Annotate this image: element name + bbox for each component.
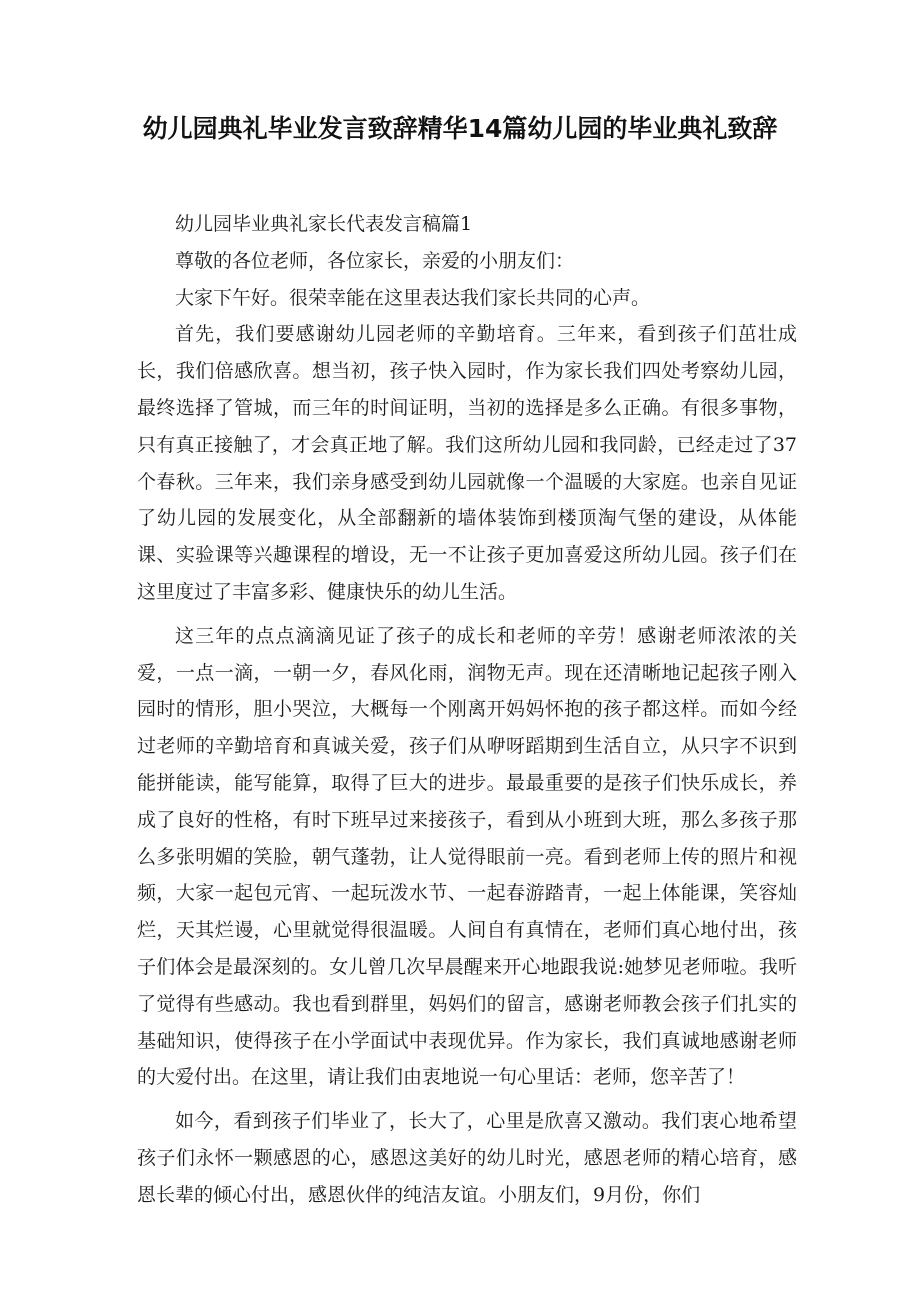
document-title: 幼儿园典礼毕业发言致辞精华14篇幼儿园的毕业典礼致辞 [142,114,778,143]
salutation-paragraph: 尊敬的各位老师，各位家长，亲爱的小朋友们： [175,249,575,272]
body-paragraph: 首先，我们要感谢幼儿园老师的辛勤培育。三年来，看到孩子们茁壮成长，我们倍感欣喜。想当初，孩子快入园时，作为家长我们四处考察幼儿园，最终选择了管城，而三年的时间证明，当初的选择是多么正确。有很多事物，只有真正接触了，才会真正地了解。我们这所幼儿园和我同龄，已经走过了37个春秋。三年来，我们亲身感受到幼儿园就像一个温暖的大家庭。也亲自见证了幼儿园的发展变化，从全部翻新的墙体装饰到楼顶淘气堡的建设，从体能课、实验课等兴趣课程的增设，无一不让孩子更加喜爱这所幼儿园。孩子们在这里度过了丰富多彩、健康快乐的幼儿生活。 [137,323,797,603]
section-subheading: 幼儿园毕业典礼家长代表发言稿篇1 [175,213,473,235]
greeting-paragraph: 大家下午好。很荣幸能在这里表达我们家长共同的心声。 [175,286,651,309]
document-body [137,206,797,1214]
body-paragraph: 如今，看到孩子们毕业了，长大了，心里是欣喜又激动。我们衷心地希望孩子们永怀一颗感恩的心，感恩这美好的幼儿时光，感恩老师的精心培育，感恩长辈的倾心付出，感恩伙伴的纯洁友谊。小朋友们，9月份，你们 [137,1110,797,1206]
body-paragraph: 这三年的点点滴滴见证了孩子的成长和老师的辛劳！感谢老师浓浓的关爱，一点一滴，一朝一夕，春风化雨，润物无声。现在还清晰地记起孩子刚入园时的情形，胆小哭泣，大概每一个刚离开妈妈怀抱的孩子都这样。而如今经过老师的辛勤培育和真诚关爱，孩子们从咿呀蹈期到生活自立，从只字不识到能拼能读，能写能算，取得了巨大的进步。最最重要的是孩子们快乐成长，养成了良好的性格，有时下班早过来接孩子，看到从小班到大班，那么多孩子那么多张明媚的笑脸，朝气蓬勃，让人觉得眼前一亮。看到老师上传的照片和视频，大家一起包元宵、一起玩泼水节、一起春游踏青，一起上体能课，笑容灿烂，天其烂谩，心里就觉得很温暖。人间自有真情在，老师们真心地付出，孩子们体会是最深刻的。女儿曾几次早晨醒来开心地跟我说:她梦见老师啦。我听了觉得有些感动。我也看到群里，妈妈们的留言，感谢老师教会孩子们扎实的基础知识，使得孩子在小学面试中表现优异。作为家长，我们真诚地感谢老师的大爱付出。在这里，请让我们由衷地说一句心里话：老师，您辛苦了！ [137,624,797,1089]
